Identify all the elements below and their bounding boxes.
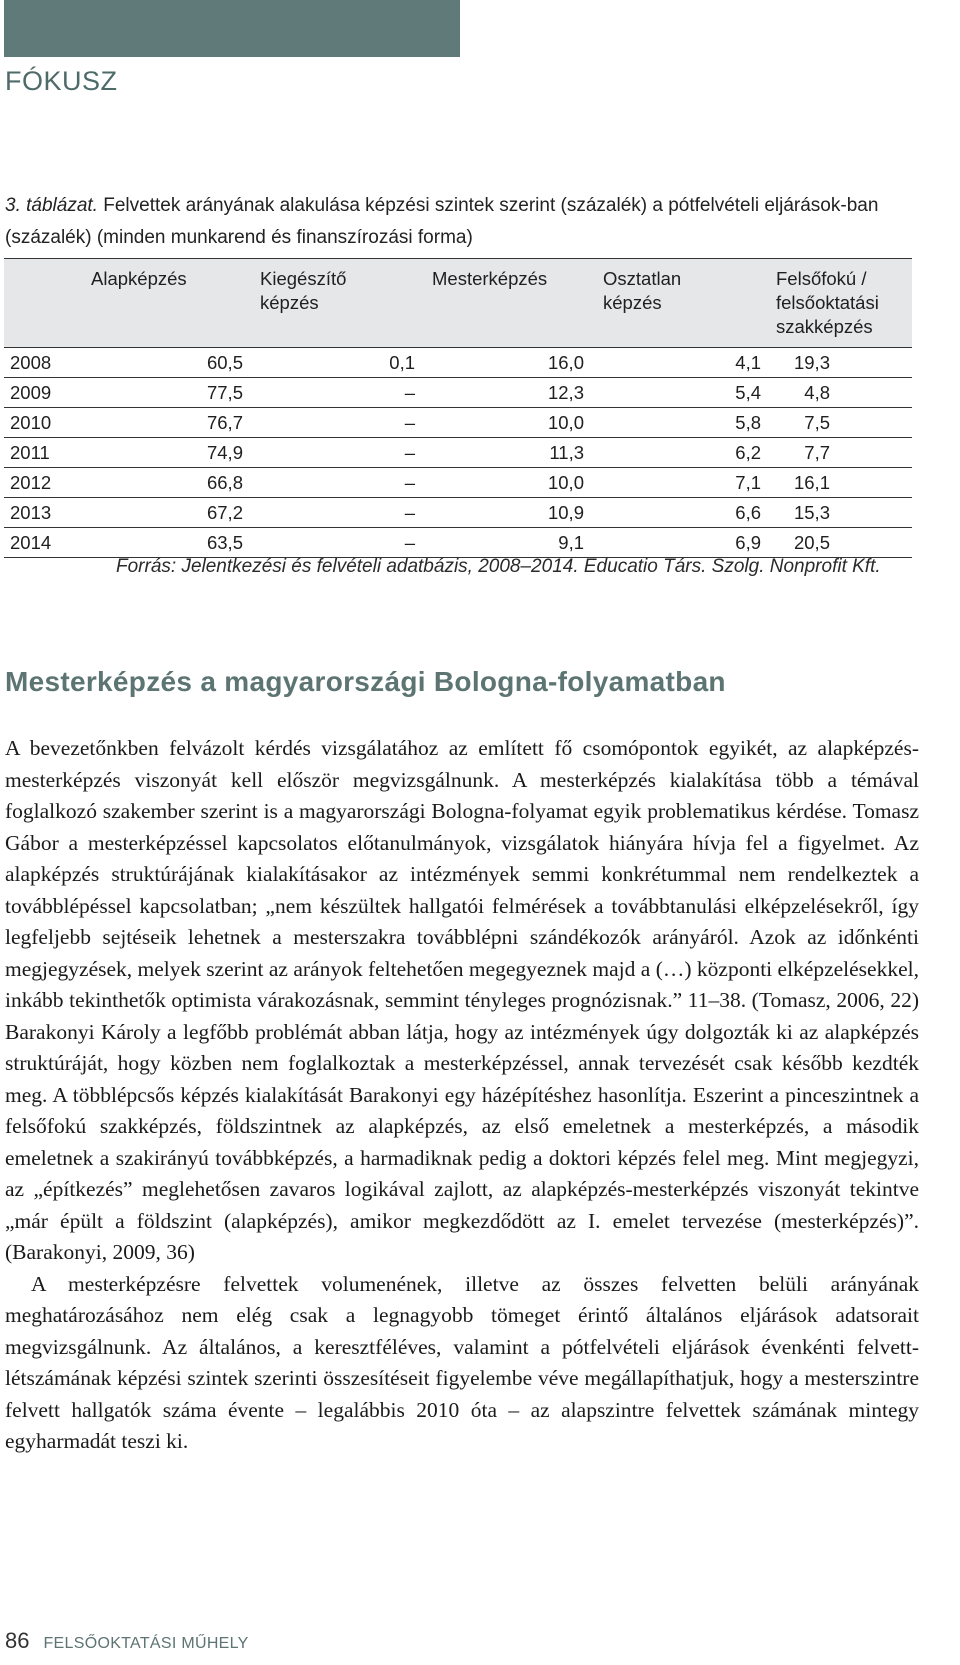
cell-osztatlan: 6,6 xyxy=(594,498,767,528)
cell-alapkepzes: 63,5 xyxy=(82,528,251,558)
cell-osztatlan: 6,9 xyxy=(594,528,767,558)
table-row xyxy=(4,348,912,378)
cell-year: 2012 xyxy=(4,468,82,498)
section-label: FÓKUSZ xyxy=(5,66,118,96)
cell-alapkepzes: 74,9 xyxy=(82,438,251,468)
body-paragraph-1: A bevezetőnkben felvázolt kérdés vizsgálatához az említett fő csomópontok egyikét, az alapképzés-mesterképzés viszonyát kell először megvizsgálnunk. A mesterképzés kialakítása több a témával foglalkozó szakember szerint is a magyarországi Bologna-folyamat egyik problematikus kérdése. Tomasz Gábor a mesterképzéssel kapcsolatos előtanulmányok, vizsgálatok hiányára hívja fel a figyelmet. Az alapképzés struktúrájának kialakításakor az intézmények semmi konkrétummal nem rendelkeztek a továbblépéssel kapcsolatban; „nem készültek hallgatói felmérések a továbbtanulási elképzelésekről, így legfeljebb sejtéseik lehetnek a mesterszakra továbblépni szándékozók arányáról. Azok az időnkénti megjegyzések, melyek szerint az arányok feltehetően megegyeznek majd a (…) központi elképzelésekkel, inkább tekinthetők optimista várakozásnak, semmint tényleges prognózisnak.” 11–38. (Tomasz, 2006, 22) Barakonyi Károly a legfőbb problémát abban látja, hogy az intézmények úgy dolgozták ki az alapképzés struktúráját, hogy közben nem foglalkoztak a mesterképzéssel, annak tervezését csak később kezdték meg. A többlépcsős képzés kialakítását Barakonyi egy házépítéshez hasonlítja. Eszerint a pinceszintnek a felsőfokú szakképzés, földszintnek az alapképzés, az első emeletnek a mesterképzés, a második emeletnek a szakirányú továbbképzés, a harmadiknak pedig a doktori képzés felel meg. Mint megjegyzi, az „építkezés” meglehetősen zavaros logikával zajlott, az alapképzés-mesterképzés viszonyát tekintve „már épült a földszint (alapképzés), amikor megkezdődött az I. emelet tervezése (mesterképzés)”. (Barakonyi, 2009, 36) xyxy=(5,736,919,1264)
cell-kiegeszito: – xyxy=(251,408,423,438)
cell-mesterkepzes: 10,0 xyxy=(423,408,594,438)
table-row xyxy=(4,408,912,438)
table-row xyxy=(4,528,912,558)
cell-osztatlan: 4,1 xyxy=(594,348,767,378)
cell-alapkepzes: 77,5 xyxy=(82,378,251,408)
col-header-osztatlan-label: Osztatlan képzés xyxy=(603,268,682,313)
cell-kiegeszito: 0,1 xyxy=(251,348,423,378)
cell-felsofoku: 16,1 xyxy=(767,468,912,498)
cell-kiegeszito: – xyxy=(251,468,423,498)
cell-osztatlan: 6,2 xyxy=(594,438,767,468)
section-heading: Mesterképzés a magyarországi Bologna-folyamatban xyxy=(5,666,726,697)
cell-mesterkepzes: 11,3 xyxy=(423,438,594,468)
col-header-kiegeszito-label: Kiegészítő képzés xyxy=(260,268,347,313)
cell-alapkepzes: 76,7 xyxy=(82,408,251,438)
table-caption xyxy=(5,190,925,254)
cell-year: 2010 xyxy=(4,408,82,438)
journal-name: FELSŐOKTATÁSI MŰHELY xyxy=(43,1635,249,1652)
cell-osztatlan: 7,1 xyxy=(594,468,767,498)
cell-mesterkepzes: 12,3 xyxy=(423,378,594,408)
table-row xyxy=(4,498,912,528)
body-paragraph-2: A mesterképzésre felvettek volumenének, illetve az összes felvetten belüli arányának meghatározásához nem elég csak a legnagyobb tömeget érintő általános eljárások adatsorait megvizsgálnunk. Az általános, a keresztféléves, valamint a pótfelvételi eljárások évenkénti felvett-létszámának képzési szintek szerinti összesítéseit figyelembe véve megállapíthatjuk, hogy a mesterszintre felvett hallgatók száma évente – legalábbis 2010 óta – az alapszintre felvettek számának mintegy egyharmadát teszi ki. xyxy=(5,1271,919,1453)
admission-ratio-table xyxy=(4,258,912,558)
cell-mesterkepzes: 10,0 xyxy=(423,468,594,498)
cell-felsofoku: 15,3 xyxy=(767,498,912,528)
table-header-row xyxy=(4,259,912,348)
table-row xyxy=(4,468,912,498)
table-source-note: Forrás: Jelentkezési és felvételi adatbázis, 2008–2014. Educatio Társ. Szolg. Nonprofit Kft. xyxy=(116,556,881,577)
cell-mesterkepzes: 16,0 xyxy=(423,348,594,378)
cell-felsofoku: 7,7 xyxy=(767,438,912,468)
cell-kiegeszito: – xyxy=(251,378,423,408)
cell-alapkepzes: 66,8 xyxy=(82,468,251,498)
cell-kiegeszito: – xyxy=(251,498,423,528)
cell-year: 2013 xyxy=(4,498,82,528)
table-row xyxy=(4,438,912,468)
table-caption-text: Felvettek arányának alakulása képzési szintek szerint (százalék) a pótfelvételi eljárások-ban (százalék) (minden munkarend és finanszírozási forma) xyxy=(5,195,879,248)
table-row xyxy=(4,378,912,408)
cell-kiegeszito: – xyxy=(251,438,423,468)
col-header-felsofoku-label: Felsőfokú / felsőoktatási szakképzés xyxy=(776,268,879,337)
cell-osztatlan: 5,8 xyxy=(594,408,767,438)
cell-mesterkepzes: 10,9 xyxy=(423,498,594,528)
col-header-mesterkepzes: Mesterképzés xyxy=(423,259,594,348)
table-number: 3. táblázat. xyxy=(5,195,98,216)
col-header-year xyxy=(4,259,82,348)
cell-alapkepzes: 60,5 xyxy=(82,348,251,378)
cell-felsofoku: 19,3 xyxy=(767,348,912,378)
col-header-osztatlan xyxy=(594,259,767,348)
cell-mesterkepzes: 9,1 xyxy=(423,528,594,558)
page-number: 86 xyxy=(5,1628,30,1653)
cell-alapkepzes: 67,2 xyxy=(82,498,251,528)
page-footer xyxy=(5,1628,249,1654)
cell-year: 2009 xyxy=(4,378,82,408)
cell-felsofoku: 20,5 xyxy=(767,528,912,558)
header-color-band xyxy=(4,0,460,57)
cell-year: 2014 xyxy=(4,528,82,558)
col-header-kiegeszito xyxy=(251,259,423,348)
cell-kiegeszito: – xyxy=(251,528,423,558)
cell-year: 2008 xyxy=(4,348,82,378)
cell-felsofoku: 7,5 xyxy=(767,408,912,438)
cell-osztatlan: 5,4 xyxy=(594,378,767,408)
cell-year: 2011 xyxy=(4,438,82,468)
col-header-felsofoku xyxy=(767,259,912,348)
col-header-alapkepzes: Alapképzés xyxy=(82,259,251,348)
cell-felsofoku: 4,8 xyxy=(767,378,912,408)
article-body xyxy=(5,733,919,1458)
